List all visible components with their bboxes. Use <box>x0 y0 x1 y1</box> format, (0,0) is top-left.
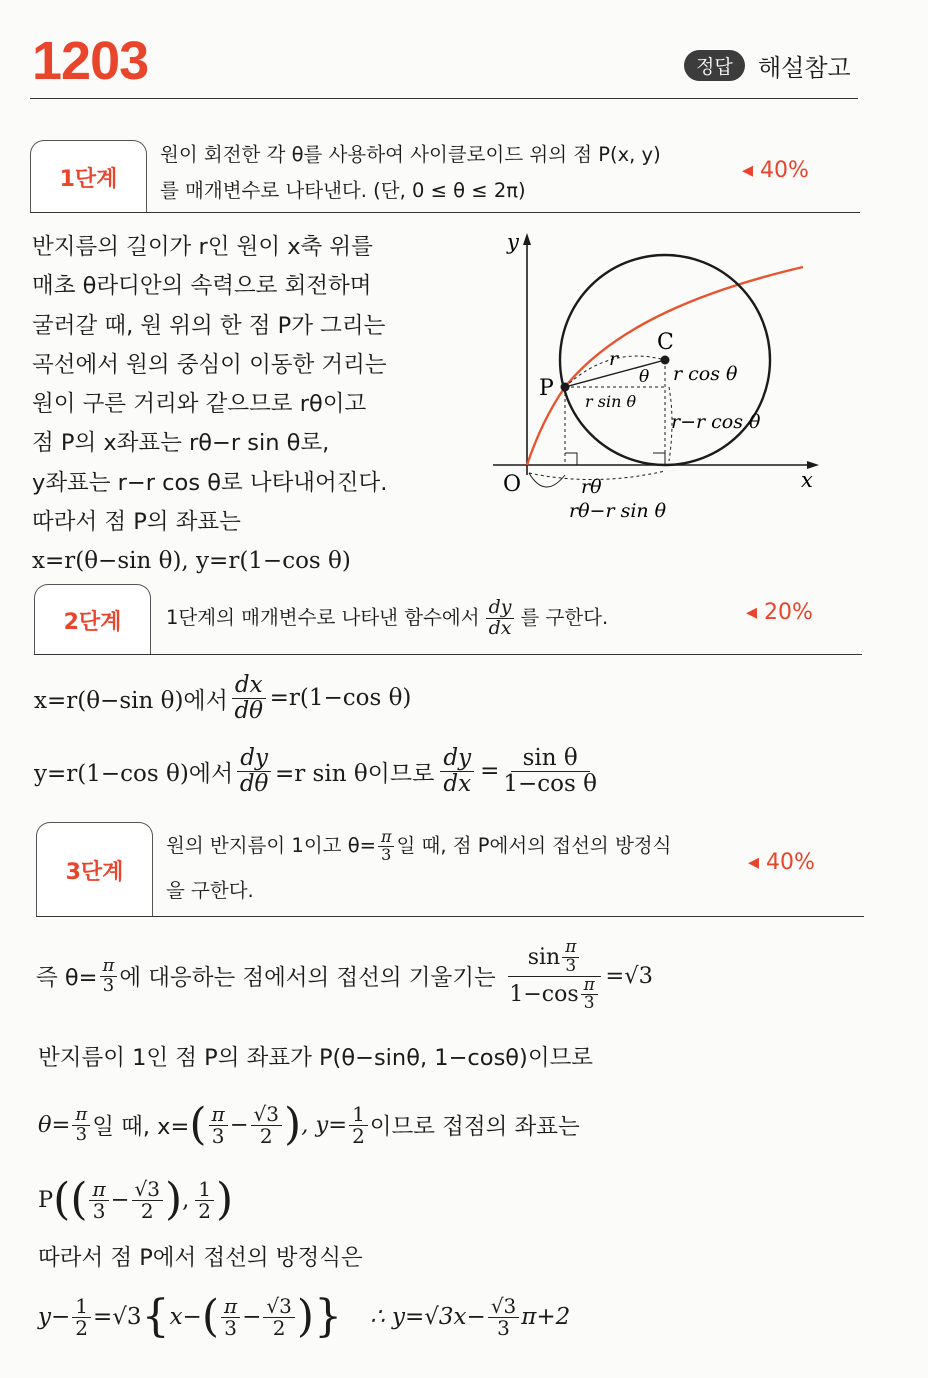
y-eq: , y= <box>301 1112 348 1138</box>
step3-label: 3단계 <box>36 822 153 917</box>
step1-label: 1단계 <box>30 140 147 213</box>
section2-eq2: y=r(1−cos θ)에서 $\frac{dy}{d\theta}$ =r sin θ이므로 $\frac{dy}{dx}$ = $\frac{\text{sin θ}}{\text{1−cos θ}}$ <box>34 745 597 797</box>
r-cos-label: r cos θ <box>673 363 738 385</box>
step3-line1-after: 일 때, 점 P에서의 접선의 방정식 <box>396 834 672 857</box>
therefore-text: ∴ y=√3x− <box>370 1304 486 1330</box>
step3-divider <box>36 916 864 917</box>
step2-divider <box>34 654 862 655</box>
frac-bottom: 2 <box>140 1198 154 1223</box>
frac-bottom <box>509 974 599 1014</box>
step3-text-line2: 을 구한다. <box>166 879 254 902</box>
answer-badge: 정답 <box>684 50 745 81</box>
frac-top: sin θ <box>511 746 590 771</box>
section1-line: 곡선에서 원의 중심이 이동한 거리는 <box>32 351 387 378</box>
r-theta-label: rθ <box>581 476 602 498</box>
right-angle-mark <box>653 453 665 465</box>
step3-text-line1 <box>166 826 671 866</box>
frac-top: π <box>562 939 579 958</box>
tangent-end: π+2 <box>521 1304 571 1330</box>
frac-top: 1 <box>349 1104 368 1126</box>
y-axis-label: y <box>507 230 519 254</box>
frac-top: π <box>378 829 395 847</box>
sqrt3-over-3 <box>488 1293 519 1340</box>
pi-over-3 <box>72 1103 90 1145</box>
frac-top: √3 <box>132 1179 163 1201</box>
contact-point: P ( ( $\frac{\pi}{3}$ − $\frac{√3}{2}$ ) , $\frac{1}{2}$ ) <box>38 1174 234 1225</box>
x-minus: x− <box>169 1304 202 1330</box>
step2-text-after: 를 구한다. <box>520 606 609 629</box>
point-label: P <box>539 376 554 401</box>
minus-sign: − <box>229 1112 249 1138</box>
parametric-equation: x=r(θ−sin θ), y=r(1−cos θ) <box>32 548 351 575</box>
frac-top: √3 <box>251 1104 282 1126</box>
tangent-left: y− <box>38 1304 71 1330</box>
frac-bottom: 3 <box>565 955 577 976</box>
step3-percent: ◂ 40% <box>748 850 815 875</box>
sqrt3-over-2 <box>251 1101 282 1148</box>
slope-line <box>36 922 653 1030</box>
pi-over-3 <box>562 936 579 976</box>
frac-top: dy <box>440 746 474 771</box>
tangent-equation: y− $\frac{1}{2}$ =√3 { x− ( $\frac{\pi}{3}$ − $\frac{√3}{2}$ ) } ∴ y=√3x− $\frac{√3}{3}$ π+2 <box>38 1291 571 1342</box>
frac-bottom: dx <box>443 770 472 797</box>
frac-bottom: dθ <box>239 770 269 797</box>
frac-bottom: 2 <box>352 1123 365 1148</box>
frac-bottom: 3 <box>102 974 115 996</box>
contact-x-line: θ= $\frac{\pi}{3}$ 일 때, x= ( $\frac{\pi}{3}$ − $\frac{√3}{2}$ ) , y= $\frac{1}{2}$ 이므로 접점의 좌표는 <box>38 1099 580 1150</box>
radius-label: r <box>609 348 619 370</box>
frac-bottom: 2 <box>272 1315 286 1340</box>
frac-bottom: 3 <box>224 1315 237 1340</box>
frac-top: dy <box>237 746 271 771</box>
one-half <box>349 1101 368 1148</box>
step1-text-line2: 를 매개변수로 나타낸다. (단, 0 ≤ θ ≤ 2π) <box>160 179 526 202</box>
frac-bottom: dx <box>488 616 512 639</box>
when-text: 일 때, x= <box>92 1114 190 1140</box>
frac-top: √3 <box>488 1296 519 1318</box>
origin-label: O <box>503 472 522 497</box>
frac-bottom: 3 <box>497 1315 510 1340</box>
section1-line: 반지름의 길이가 r인 원이 x축 위를 <box>32 234 373 260</box>
frac-top: π <box>100 957 118 977</box>
y-axis-arrow <box>523 233 531 245</box>
frac-top: 1 <box>72 1296 91 1318</box>
frac-bottom: 3 <box>92 1198 106 1223</box>
pi-over-3 <box>100 954 118 996</box>
pi-over-3 <box>378 826 395 864</box>
header-divider <box>30 98 858 99</box>
section1-line: 매초 θ라디안의 속력으로 회전하며 <box>32 273 372 300</box>
frac-bottom: 3 <box>75 1123 88 1145</box>
one-half <box>72 1293 91 1340</box>
theta-eq: θ= <box>38 1112 71 1138</box>
x-axis-label: x <box>801 468 813 492</box>
frac-bottom: 3 <box>381 844 392 864</box>
dx-dtheta-fraction <box>232 673 266 722</box>
pi-over-3 <box>89 1176 108 1223</box>
frac-top: π <box>221 1296 240 1318</box>
point-p-label: P <box>38 1187 54 1213</box>
r-minus-rcos-label: r−r cos θ <box>671 411 761 433</box>
angle-label: θ <box>639 367 650 387</box>
answer-reference: 해설참고 <box>758 54 851 82</box>
dy-dx-fraction <box>440 746 474 795</box>
step2-text-before: 1단계의 매개변수로 나타낸 함수에서 <box>166 606 480 629</box>
one-minus-cos-text: 1−cos <box>509 982 579 1008</box>
minus-sign: − <box>242 1304 262 1330</box>
section1-line: 원이 구른 거리와 같으므로 rθ이고 <box>32 391 367 418</box>
r-theta-minus-arc <box>529 473 565 487</box>
dy-dtheta-fraction <box>237 746 271 795</box>
frac-bottom: 1−cos θ <box>503 770 597 797</box>
frac-top: π <box>581 977 598 996</box>
frac-top: 1 <box>195 1179 214 1201</box>
slope-prefix: 즉 θ= <box>36 965 98 991</box>
step2-percent: ◂ 20% <box>746 600 813 625</box>
frac-top: π <box>72 1106 90 1126</box>
step2-text <box>166 590 608 646</box>
eq2-left: y=r(1−cos θ)에서 <box>34 760 234 787</box>
section1-explanation <box>32 228 462 582</box>
pi-over-3 <box>209 1101 228 1148</box>
step1-text-line1: 원이 회전한 각 θ를 사용하여 사이클로이드 위의 점 P(x, y) <box>160 143 661 166</box>
step2-label: 2단계 <box>34 584 151 655</box>
minus-sign: − <box>110 1187 130 1213</box>
r-theta-minus-label: rθ−r sin θ <box>569 500 667 522</box>
frac-bottom: 2 <box>259 1123 273 1148</box>
dy-dx-fraction <box>486 595 515 639</box>
right-angle-mark <box>565 453 577 465</box>
slope-result: =√3 <box>605 963 653 989</box>
slope-text: 에 대응하는 점에서의 접선의 기울기는 <box>119 965 496 991</box>
one-half <box>195 1176 214 1223</box>
section1-line: 굴러갈 때, 원 위의 한 점 P가 그리는 <box>32 312 386 339</box>
eq1-left: x=r(θ−sin θ)에서 <box>34 687 228 714</box>
final-text: 따라서 점 P에서 접선의 방정식은 <box>38 1245 363 1271</box>
eq1-right: =r(1−cos θ) <box>269 685 412 711</box>
slope-fraction <box>503 746 597 795</box>
r-sin-label: r sin θ <box>585 392 637 411</box>
step3-line1: 원의 반지름이 1이고 θ= <box>166 834 376 857</box>
frac-bottom: 2 <box>75 1315 88 1340</box>
pi-over-3 <box>581 974 598 1014</box>
center-label: C <box>657 330 674 355</box>
sqrt3-over-2 <box>263 1293 294 1340</box>
section1-line: 점 P의 x좌표는 rθ−r sin θ로, <box>32 430 330 457</box>
pi-over-3 <box>221 1293 240 1340</box>
section1-line: y좌표는 r−r cos θ로 나타내어진다. <box>32 469 388 496</box>
section1-line: 따라서 점 P의 좌표는 <box>32 509 241 536</box>
slope-value-fraction <box>508 936 602 1014</box>
step1-divider <box>30 212 860 213</box>
frac-top <box>508 936 602 977</box>
coord-line: 반지름이 1인 점 P의 좌표가 P(θ−sinθ, 1−cosθ)이므로 <box>38 1045 594 1071</box>
tangent-mid: =√3 <box>93 1304 142 1330</box>
sqrt3-over-2 <box>132 1176 163 1223</box>
frac-top: dy <box>486 598 515 619</box>
cycloid-diagram <box>485 225 830 530</box>
problem-number: 1203 <box>32 31 149 91</box>
frac-top: π <box>89 1179 108 1201</box>
frac-bottom: 3 <box>583 993 595 1014</box>
frac-top: π <box>209 1104 228 1126</box>
contact-text: 이므로 접점의 좌표는 <box>369 1114 580 1140</box>
eq2-mid: =r sin θ이므로 <box>274 760 435 787</box>
frac-bottom: 3 <box>211 1123 225 1148</box>
step1-percent: ◂ 40% <box>742 158 809 183</box>
frac-top: √3 <box>263 1296 294 1318</box>
frac-bottom: dθ <box>234 697 264 724</box>
frac-bottom: 2 <box>198 1198 212 1223</box>
sin-text: sin <box>527 944 561 970</box>
section2-eq1 <box>34 668 411 728</box>
frac-top: dx <box>232 673 266 698</box>
